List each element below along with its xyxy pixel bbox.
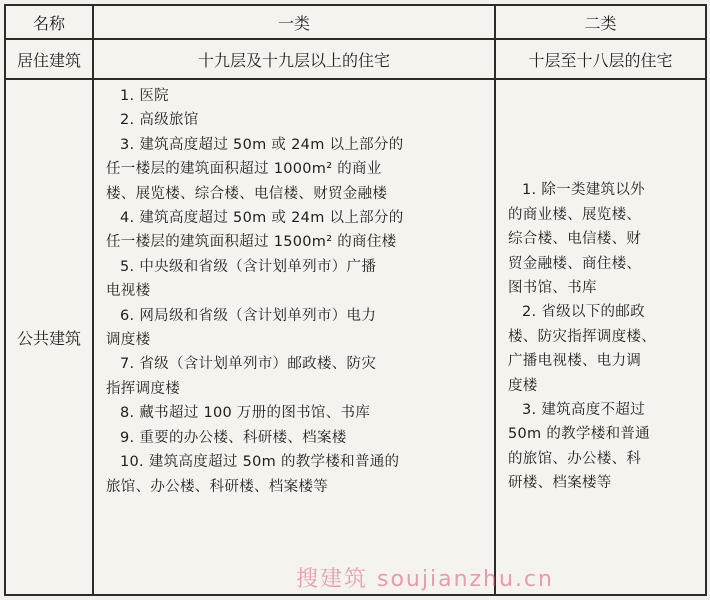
class1-line: 7. 省级（含计划单列市）邮政楼、防灾 (120, 356, 377, 373)
class1-line: 楼、展览楼、综合楼、电信楼、财贸金融楼 (106, 185, 388, 202)
class1-line: 2. 高级旅馆 (120, 112, 199, 129)
class2-line: 3. 建筑高度不超过 (522, 402, 645, 419)
class2-line: 广播电视楼、电力调 (508, 353, 642, 370)
header-row (5, 5, 706, 39)
class1-line: 5. 中央级和省级（含计划单列市）广播 (120, 258, 377, 275)
class2-line: 图书馆、书库 (508, 279, 597, 296)
class1-line: 8. 藏书超过 100 万册的图书馆、书库 (120, 405, 371, 422)
class2-line: 度楼 (508, 377, 538, 394)
class1-line: 10. 建筑高度超过 50m 的教学楼和普通的 (120, 454, 400, 471)
class2-line: 2. 省级以下的邮政 (522, 304, 645, 321)
public-class1-cell (93, 79, 495, 595)
residential-class2: 十层至十八层的住宅 (495, 39, 706, 79)
class2-line: 研楼、档案楼等 (508, 475, 612, 492)
residential-class1: 十九层及十九层以上的住宅 (93, 39, 495, 79)
residential-name: 居住建筑 (5, 39, 93, 79)
class2-line: 贸金融楼、商住楼、 (508, 255, 642, 272)
class1-line: 4. 建筑高度超过 50m 或 24m 以上部分的 (120, 210, 404, 227)
class1-line: 电视楼 (106, 283, 151, 300)
residential-row (5, 39, 706, 79)
class1-line: 6. 网局级和省级（含计划单列市）电力 (120, 307, 377, 324)
building-classification-table (4, 4, 707, 596)
class2-line: 楼、防灾指挥调度楼、 (508, 328, 656, 345)
watermark: 搜建筑 soujianzhu.cn (296, 567, 554, 592)
class1-line: 1. 医院 (120, 88, 169, 104)
class1-line: 旅馆、办公楼、科研楼、档案楼等 (106, 478, 328, 495)
class1-line: 指挥调度楼 (106, 380, 180, 397)
class2-line: 的商业楼、展览楼、 (508, 206, 642, 223)
class1-line: 任一楼层的建筑面积超过 1000m² 的商业 (106, 161, 382, 178)
class1-line: 3. 建筑高度超过 50m 或 24m 以上部分的 (120, 136, 404, 153)
public-row (5, 79, 706, 595)
header-class2: 二类 (495, 5, 706, 39)
class2-line: 综合楼、电信楼、财 (508, 231, 642, 248)
class1-line: 9. 重要的办公楼、科研楼、档案楼 (120, 429, 347, 446)
public-class2-cell (495, 79, 706, 595)
class2-line: 的旅馆、办公楼、科 (508, 450, 642, 467)
header-name: 名称 (5, 5, 93, 39)
public-name: 公共建筑 (5, 79, 93, 595)
header-class1: 一类 (93, 5, 495, 39)
class1-line: 调度楼 (106, 332, 151, 349)
class2-line: 1. 除一类建筑以外 (522, 182, 645, 199)
class2-line: 50m 的教学楼和普通 (508, 426, 650, 443)
class1-line: 任一楼层的建筑面积超过 1500m² 的商住楼 (106, 234, 397, 251)
